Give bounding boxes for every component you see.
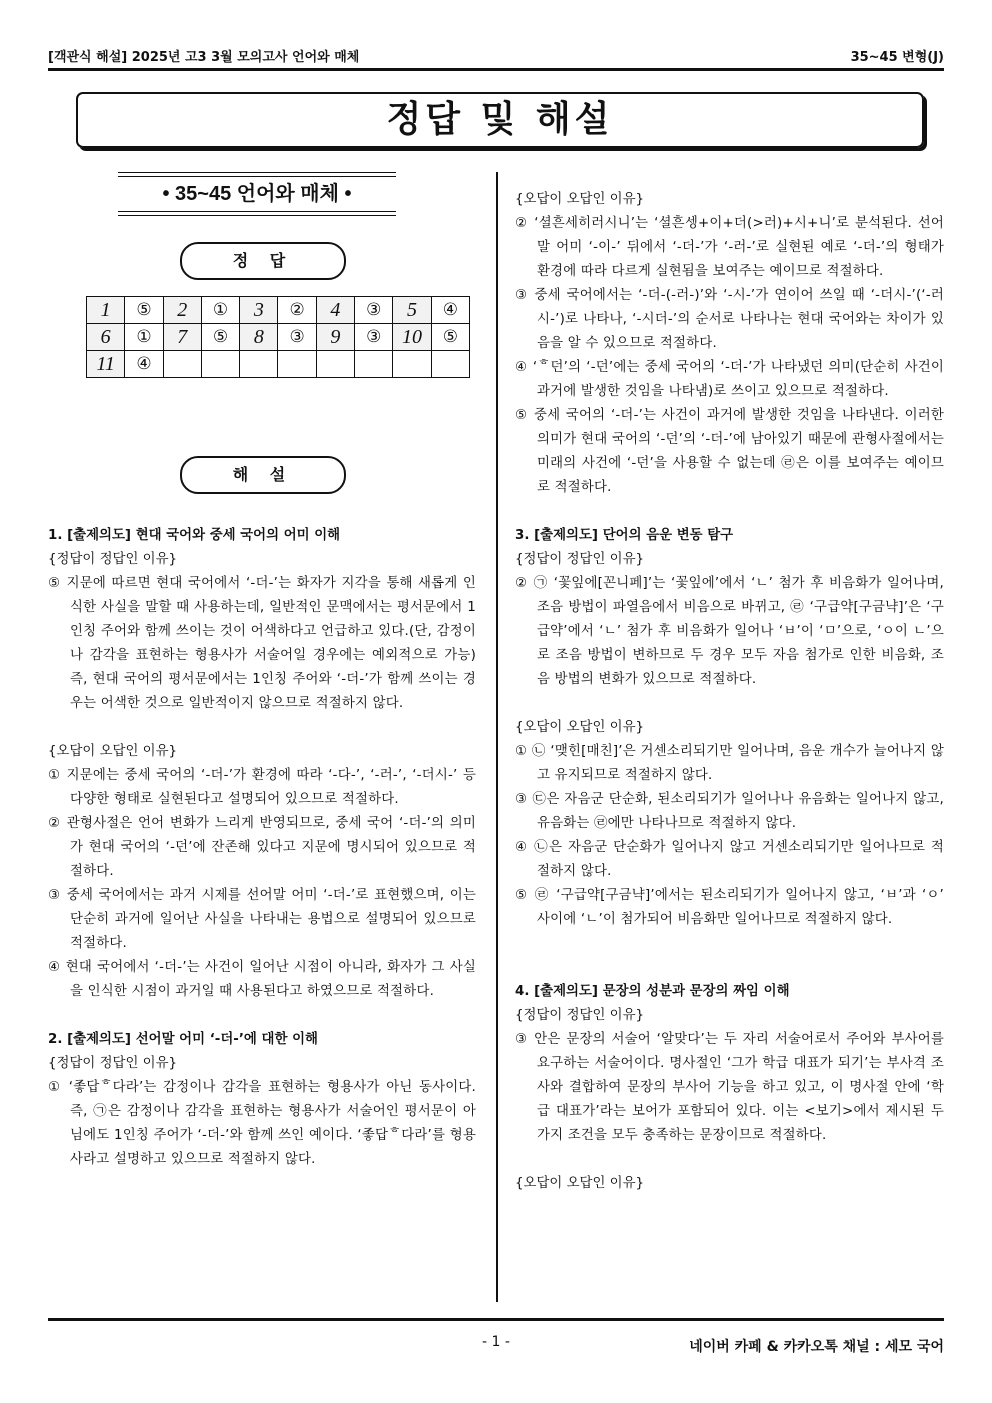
answer-empty-cell — [163, 351, 201, 378]
explanation-item: ④ ㉡은 자음군 단순화가 일어나지 않고 거센소리되기만 일어나므로 적절하지 않다. — [515, 840, 944, 879]
explanation-item: ③ 중세 국어에서는 ‘-더-(-러-)’와 ‘-시-’가 연이어 쓰일 때 ‘-더시-’(‘-러시-’)로 나타나, ‘-시더-’의 순서로 나타나는 현대 국어와는 차이가 있음을 알 수 있으므로 적절하다. — [515, 288, 944, 351]
answer-number: 6 — [87, 324, 125, 351]
section-title: • 35~45 언어와 매체 • — [162, 183, 352, 205]
explanation-item: ⑤ 중세 국어의 ‘-더-’는 사건이 과거에 발생한 것임을 나타낸다. 이러한 의미가 현대 국어의 ‘-던’의 ‘-더-’에 남아있기 때문에 관형사절에서는 미래의 사건에 ‘-던’을 사용할 수 없는데 ㉣은 이를 보여주는 예이므로 적절하다. — [515, 408, 944, 495]
subheading: {정답이 정답인 이유} — [48, 552, 178, 567]
spacer — [515, 956, 944, 980]
explanation-item: ① 지문에는 중세 국어의 ‘-더-’가 환경에 따라 ‘-다-’, ‘-러-’, ‘-더시-’ 등 다양한 형태로 실현된다고 설명되어 있으므로 적절하다. — [48, 768, 476, 807]
left-column — [48, 524, 476, 1172]
answer-empty-cell — [393, 351, 431, 378]
spacer — [515, 932, 944, 956]
page-header — [48, 44, 944, 66]
question-heading: 4. [출제의도] 문장의 성분과 문장의 짜임 이해 — [515, 984, 790, 999]
header-rule — [48, 68, 944, 71]
explanation-item: ② ‘셜흔세히러시니’는 ‘셜흔셍+이+더(>러)+시+니’로 분석된다. 선어말 어미 ‘-이-’ 뒤에서 ‘-더-’가 ‘-러-’로 실현된 예로 ‘-더-’의 형태가 환경에 따라 다르게 실현됨을 보여주는 예이므로 적절하다. — [515, 216, 944, 279]
subheading: {오답이 오답인 이유} — [48, 744, 178, 759]
answer-empty-cell — [278, 351, 316, 378]
answer-choice: ③ — [355, 297, 393, 324]
answer-empty-cell — [240, 351, 278, 378]
spacer — [48, 1004, 476, 1028]
answer-choice: ⑤ — [125, 297, 163, 324]
answer-empty-cell — [431, 351, 469, 378]
subheading: {오답이 오답인 이유} — [515, 192, 645, 207]
explanation-item: ③ 안은 문장의 서술어 ‘알맞다’는 두 자리 서술어로서 주어와 부사어를 요구하는 서술어이다. 명사절인 ‘그가 학급 대표가 되기’는 부사격 조사와 결합하여 문장의 부사어 기능을 하고 있고, 이 명사절 안에 ‘학급 대표가’라는 보어가 포함되어 있다. 이는 <보기>에서 제시된 두 가지 조건을 모두 충족하는 문장이므로 적절하다. — [515, 1032, 944, 1143]
subheading: {오답이 오답인 이유} — [515, 720, 645, 735]
subheading: {정답이 정답인 이유} — [48, 1056, 178, 1071]
question-heading: 2. [출제의도] 선어말 어미 ‘-더-’에 대한 이해 — [48, 1032, 318, 1047]
answer-choice: ⑤ — [201, 324, 239, 351]
explain-label: 해 설 — [180, 456, 346, 494]
explanation-item: ③ ㉢은 자음군 단순화, 된소리되기가 일어나나 유음화는 일어나지 않고, 유음화는 ㉣에만 나타나므로 적절하지 않다. — [515, 792, 944, 831]
title-banner — [76, 92, 924, 148]
explanation-item: ⑤ ㉣ ‘구급약[구금냑]’에서는 된소리되기가 일어나지 않고, ‘ㅂ’과 ‘ㅇ’ 사이에 ‘ㄴ’이 첨가되어 비음화만 일어나므로 적절하지 않다. — [515, 888, 944, 927]
footer-rule — [48, 1318, 944, 1321]
header-right-label: 35~45 변형(J) — [850, 50, 944, 65]
subheading: {정답이 정답인 이유} — [515, 552, 645, 567]
explanation-item: ④ 현대 국어에서 ‘-더-’는 사건이 일어난 시점이 아니라, 화자가 그 사실을 인식한 시점이 과거일 때 사용된다고 하였으므로 적절하다. — [48, 960, 476, 999]
answer-number: 8 — [240, 324, 278, 351]
header-left-title: [객관식 해설] 2025년 고3 3월 모의고사 언어와 매체 — [48, 50, 360, 65]
subheading: {정답이 정답인 이유} — [515, 1008, 645, 1023]
question-heading: 1. [출제의도] 현대 국어와 중세 국어의 어미 이해 — [48, 528, 341, 543]
footer-channel: 네이버 카페 & 카카오톡 채널 : 세모 국어 — [689, 1339, 944, 1355]
answer-choice: ④ — [125, 351, 163, 378]
answer-empty-cell — [201, 351, 239, 378]
answer-number: 10 — [393, 324, 431, 351]
answer-number: 9 — [316, 324, 354, 351]
explanation-item: ③ 중세 국어에서는 과거 시제를 선어말 어미 ‘-더-’로 표현했으며, 이는 단순히 과거에 일어난 사실을 나타내는 용법으로 설명되어 있으므로 적절하다. — [48, 888, 476, 951]
spacer — [515, 500, 944, 524]
answer-number: 3 — [240, 297, 278, 324]
answer-empty-cell — [316, 351, 354, 378]
section-title-box — [118, 172, 396, 216]
answer-choice: ① — [125, 324, 163, 351]
right-column — [515, 188, 944, 1196]
explanation-item: ② 관형사절은 언어 변화가 느리게 반영되므로, 중세 국어 ‘-더-’의 의미가 현대 국어의 ‘-던’에 잔존해 있다고 지문에 명시되어 있으므로 적절하다. — [48, 816, 476, 879]
answer-label: 정 답 — [180, 242, 346, 280]
explanation-item: ② ㉠ ‘꽃잎에[꼰니페]’는 ‘꽃잎에’에서 ‘ㄴ’ 첨가 후 비음화가 일어나며, 조음 방법이 파열음에서 비음으로 바뀌고, ㉣ ‘구급약[구금냑]’은 ‘구급약’에서 ‘ㄴ’ 첨가 후 비음화가 일어나 ‘ㅂ’이 ‘ㅁ’으로, ‘ㅇ이 ㄴ’으로 조음 방법이 변하므로 두 경우 모두 자음 첨가로 인한 비음화, 조음 방법의 변화가 있으므로 적절하다. — [515, 576, 944, 687]
spacer — [48, 716, 476, 740]
spacer — [515, 1148, 944, 1172]
explanation-item: ① ‘좋답ᄒ다라’는 감정이나 감각을 표현하는 형용사가 아닌 동사이다. 즉, ㉠은 감정이나 감각을 표현하는 형용사가 서술어인 평서문이 아님에도 1인칭 주어가 ‘-더-’와 함께 쓰인 예이다. ‘좋답ᄒ다라’를 형용사라고 설명하고 있으므로 적절하지 않다. — [48, 1080, 476, 1167]
answer-choice: ① — [201, 297, 239, 324]
answer-number: 11 — [87, 351, 125, 378]
page-number: - 1 - — [482, 1334, 510, 1350]
spacer — [515, 692, 944, 716]
answer-number: 7 — [163, 324, 201, 351]
answer-table — [86, 296, 470, 378]
answer-choice: ⑤ — [431, 324, 469, 351]
answer-number: 2 — [163, 297, 201, 324]
subheading: {오답이 오답인 이유} — [515, 1176, 645, 1191]
answer-choice: ③ — [355, 324, 393, 351]
explanation-item: ① ㉡ ‘맺힌[매친]’은 거센소리되기만 일어나며, 음운 개수가 늘어나지 않고 유지되므로 적절하지 않다. — [515, 744, 944, 783]
answer-choice: ③ — [278, 324, 316, 351]
answer-choice: ④ — [431, 297, 469, 324]
answer-number: 5 — [393, 297, 431, 324]
question-heading: 3. [출제의도] 단어의 음운 변동 탐구 — [515, 528, 734, 543]
explanation-item: ⑤ 지문에 따르면 현대 국어에서 ‘-더-’는 화자가 지각을 통해 새롭게 인식한 사실을 말할 때 사용하는데, 일반적인 문맥에서는 평서문에서 1인칭 주어와 함께 쓰이는 것이 어색하다고 언급하고 있다.(단, 감정이나 감각을 표현하는 형용사가 서술어일 경우에는 예외적으로 가능) 즉, 현대 국어의 평서문에서는 1인칭 주어와 ‘-더-’가 함께 쓰이는 경우는 어색한 것으로 일반적이지 않으므로 적절하지 않다. — [48, 576, 476, 711]
answer-number: 4 — [316, 297, 354, 324]
answer-number: 1 — [87, 297, 125, 324]
explanation-item: ④ ‘ᄒ던’의 ‘-던’에는 중세 국어의 ‘-더-’가 나타냈던 의미(단순히 사건이 과거에 발생한 것임을 나타냄)로 쓰이고 있으므로 적절하다. — [515, 360, 944, 399]
answer-choice: ② — [278, 297, 316, 324]
column-divider — [496, 172, 498, 1302]
page-title: 정답 및 해설 — [386, 99, 614, 140]
answer-empty-cell — [355, 351, 393, 378]
